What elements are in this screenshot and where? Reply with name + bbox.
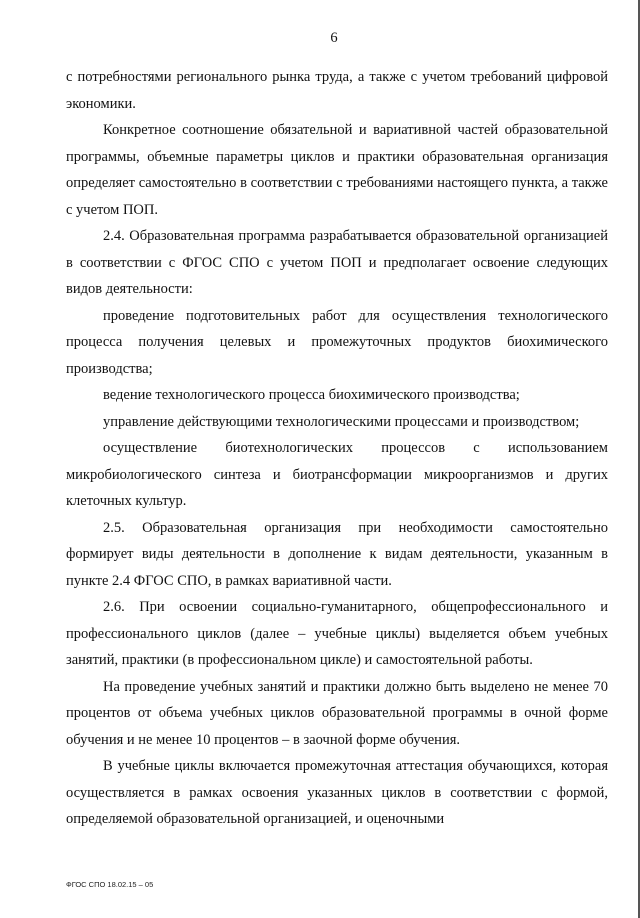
paragraph: с потребностями регионального рынка труда, а также с учетом требований цифровой экономики.: [66, 69, 608, 112]
paragraph-section-2-6: 2.6. При освоении социально-гуманитарного, общепрофессионального и профессионального циклов (далее – учебные циклы) выделяется объем учебных занятий, практики (в профессиональном цикле) и самостоятельной работы.: [66, 599, 608, 668]
document-body: [66, 64, 608, 833]
footer-code: ФГОС СПО 18.02.15 – 05: [66, 880, 154, 889]
paragraph: На проведение учебных занятий и практики должно быть выделено не менее 70 процентов от объема учебных циклов образовательной программы в очной форме обучения и не менее 10 процентов – в заочной форме обучения.: [66, 678, 608, 748]
paragraph: В учебные циклы включается промежуточная аттестация обучающихся, которая осуществляется в рамках освоения указанных циклов в соответствии с формой, определяемой образовательной организацией, и оценочными: [66, 758, 608, 827]
activity-item: управление действующими технологическими процессами и производством;: [103, 413, 580, 430]
page-number: 6: [330, 30, 338, 46]
activity-item: осуществление биотехнологических процессов с использованием микробиологического синтеза и биотрансформации микроорганизмов и других клеточных культур.: [66, 440, 608, 509]
paragraph-section-2-4: 2.4. Образовательная программа разрабатывается образовательной организацией в соответствии с ФГОС СПО с учетом ПОП и предполагает освоение следующих видов деятельности:: [66, 228, 608, 297]
activity-item: ведение технологического процесса биохимического производства;: [103, 387, 520, 403]
paragraph: Конкретное соотношение обязательной и вариативной частей образовательной программы, объемные параметры циклов и практики образовательная организация определяет самостоятельно в соответствии с требованиями настоящего пункта, а также с учетом ПОП.: [66, 122, 608, 218]
activity-item: проведение подготовительных работ для осуществления технологического процесса получения целевых и промежуточных продуктов биохимического производства;: [66, 307, 608, 377]
paragraph-section-2-5: 2.5. Образовательная организация при необходимости самостоятельно формирует виды деятельности в дополнение к видам деятельности, указанным в пункте 2.4 ФГОС СПО, в рамках вариативной части.: [66, 519, 608, 589]
